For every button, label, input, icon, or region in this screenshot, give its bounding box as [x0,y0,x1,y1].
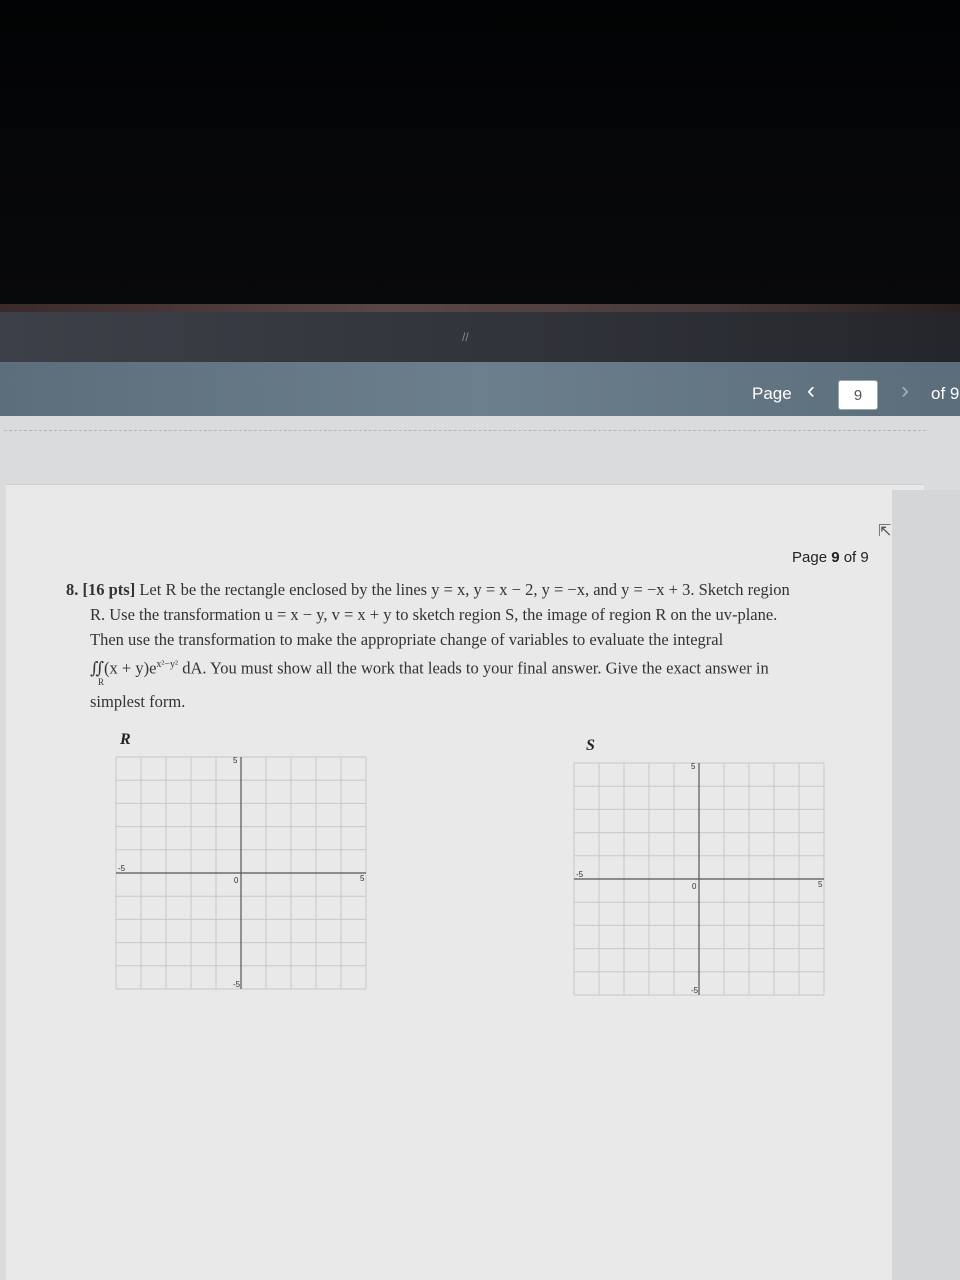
tick-label-left: -5 [576,870,584,879]
tick-label-bottom: -5 [233,980,241,989]
page-header: Page 9 of 9 [792,549,869,566]
problem-number: 8. [66,580,79,599]
integral-expression: ∬(x + y)e [90,658,157,678]
tick-label-bottom: -5 [691,986,699,995]
problem-8 [66,577,866,714]
tick-label-right: 5 [360,874,365,883]
problem-points: [16 pts] [82,580,136,599]
graph-s-grid[interactable] [564,753,834,1003]
graph-s-label: S [586,737,595,754]
screen [0,312,960,1280]
page-number-input[interactable] [838,380,878,410]
tick-label-origin: 0 [234,876,239,885]
tick-label-top: 5 [233,756,238,765]
resize-handle-icon: // [462,330,469,344]
page-label: Page [752,384,792,403]
problem-line-2: R. Use the transformation u = x − y, v = x + y to sketch region S, the image of region R on the uv-plane. [90,605,778,624]
graph-r-label: R [120,731,131,748]
chevron-right-icon: › [901,377,909,404]
monitor-bezel [0,0,960,308]
mouse-pointer-icon: ⇱ [878,523,892,540]
pdf-toolbar [0,362,960,416]
problem-line-5: simplest form. [90,691,186,711]
problem-line-1: 8. [16 pts] Let R be the rectangle enclosed by the lines y = x, y = x − 2, y = −x, and y = −x + 3. Sketch region [66,580,790,599]
next-page-button[interactable] [894,378,916,404]
tick-label-origin: 0 [692,882,697,891]
tick-label-right: 5 [818,880,823,889]
integral-region-subscript: R [98,677,105,687]
tick-label-top: 5 [691,762,696,771]
viewer-margin [892,490,960,1280]
page-count-label: of 9 [931,384,960,403]
pdf-page [6,484,924,1280]
problem-line-4: ∬(x + $y)e^{x^2-y^2}$ dA. You must show all the work that leads to your final answer. Give the exact answer in R [66,652,866,681]
tick-label-left: -5 [118,864,126,873]
integral-exponent: x²−y² [156,659,179,670]
chevron-left-icon: ‹ [807,377,815,404]
browser-strip [0,312,960,362]
graph-r-grid[interactable] [106,747,376,997]
divider [4,430,926,431]
problem-line-3: Then use the transformation to make the appropriate change of variables to evaluate the integral [90,630,724,649]
previous-page-button[interactable] [800,378,822,404]
